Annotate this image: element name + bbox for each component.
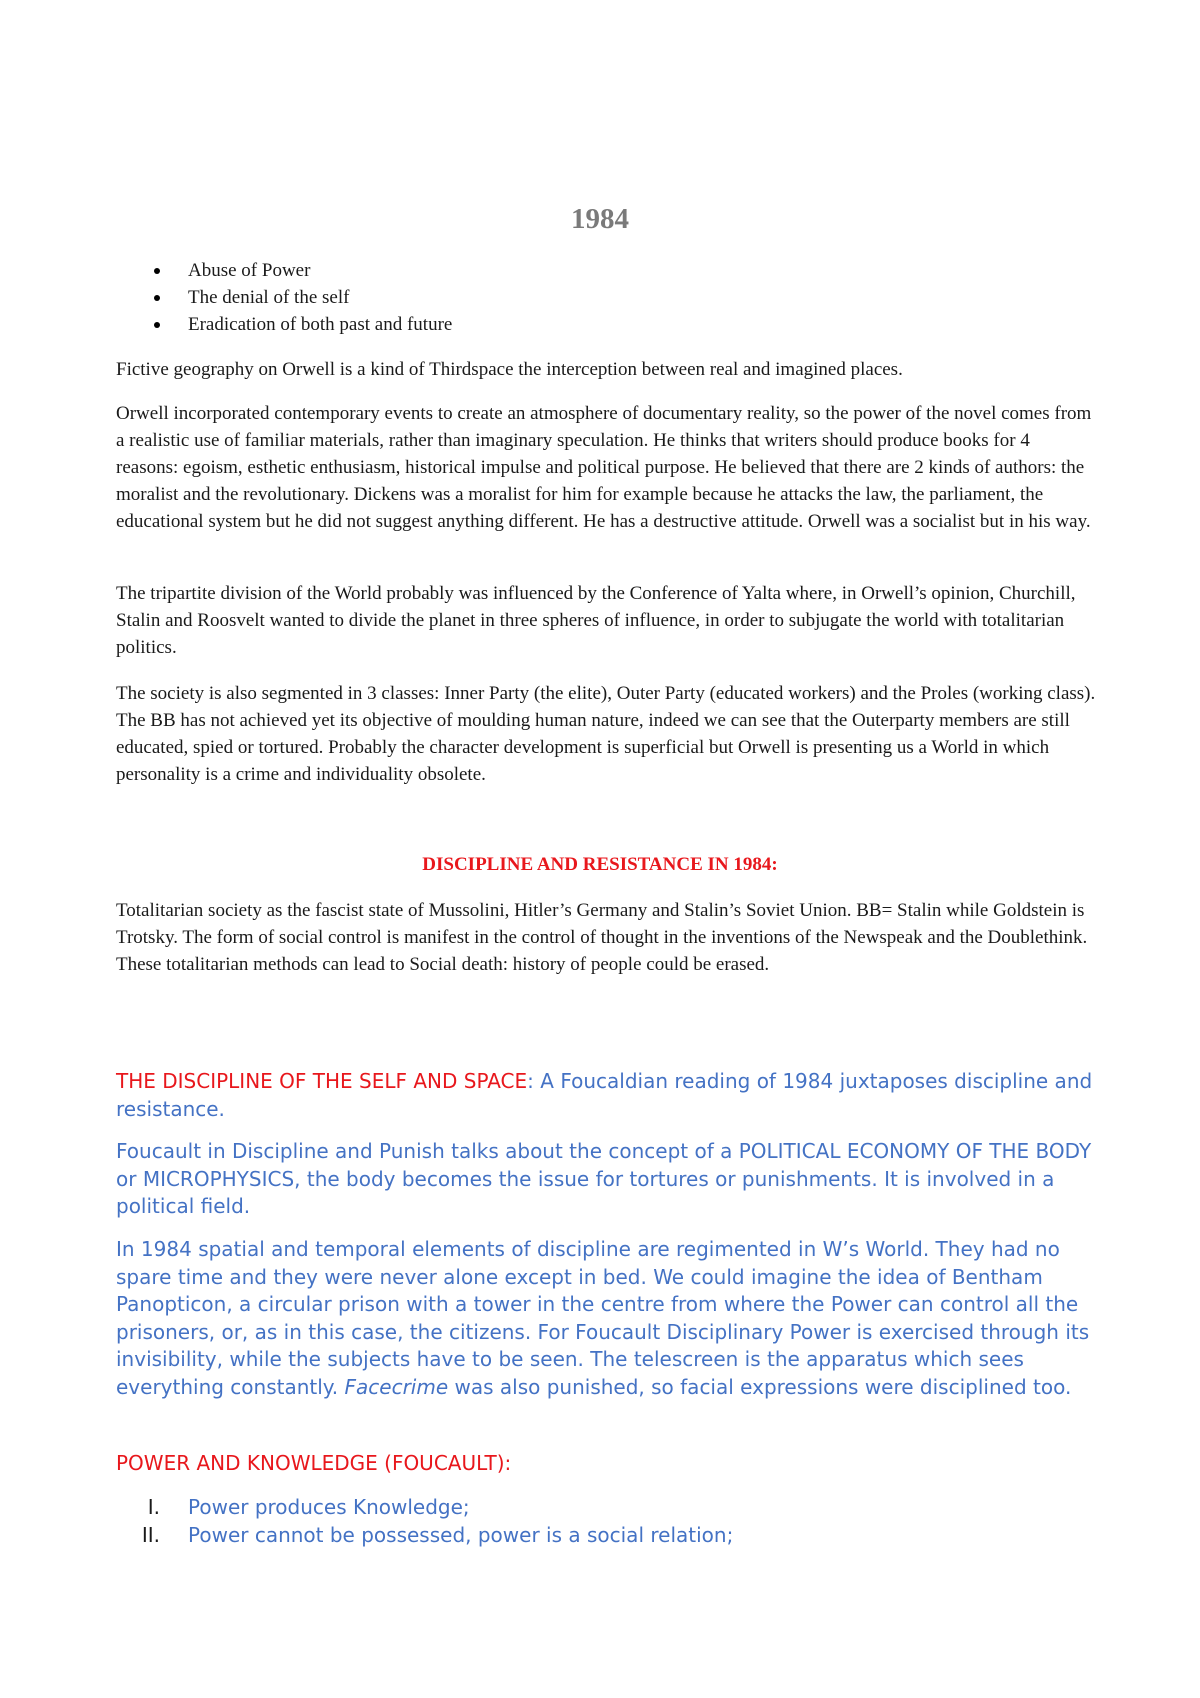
- bullet-icon: [154, 268, 160, 274]
- discipline-heading: THE DISCIPLINE OF THE SELF AND SPACE: [116, 1069, 528, 1093]
- paragraph-tripartite-division: The tripartite division of the World probably was influenced by the Conference of Yalta where, in Orwell’s opinion, Churchill, Stalin and Roosvelt wanted to divide the planet in three spheres of influence, in order to subjugate the world with totalitarian politics.: [116, 583, 1076, 658]
- paragraph-fictive-geography: Fictive geography on Orwell is a kind of Thirdspace the interception between real and imagined places.: [116, 359, 903, 380]
- discipline-intro: A Foucaldian reading of 1984 juxtaposes discipline and resistance.: [116, 1069, 1093, 1121]
- power-knowledge-heading: POWER AND KNOWLEDGE (FOUCAULT):: [116, 1451, 512, 1475]
- paragraph-discipline-self-space: [116, 1068, 1096, 1123]
- list-item: I. Power produces Knowledge;: [116, 1494, 733, 1522]
- theme-bullet-list: [116, 257, 452, 338]
- list-item: The denial of the self: [116, 284, 452, 311]
- paragraph-orwell-events: Orwell incorporated contemporary events to create an atmosphere of documentary reality, so the power of the novel comes from a realistic use of familiar materials, rather than imaginary speculation. He thinks that writers should produce books for 4 reasons: egoism, esthetic enthusiasm, historical impulse and political purpose. He believed that there are 2 kinds of authors: the moralist and the revolutionary. Dickens was a moralist for him for example because he attacks the law, the parliament, the educational system but he did not suggest anything different. He has a destructive attitude. Orwell was a socialist but in his way.: [116, 403, 1092, 532]
- document-title: 1984: [571, 203, 629, 235]
- list-number: I.: [147, 1495, 160, 1519]
- list-item: Eradication of both past and future: [116, 311, 452, 338]
- facecrime-term: Facecrime: [344, 1374, 449, 1399]
- paragraph-foucault-microphysics: Foucault in Discipline and Punish talks about the concept of a POLITICAL ECONOMY OF THE BODY or MICROPHYSICS, the body becomes the issue for tortures or punishments. It is involved in a political field.: [116, 1139, 1092, 1218]
- list-number: II.: [141, 1523, 160, 1547]
- paragraph-totalitarian-society: Totalitarian society as the fascist state of Mussolini, Hitler’s Germany and Stalin’s Soviet Union. BB= Stalin while Goldstein is Trotsky. The form of social control is manifest in the control of thought in the inventions of the Newspeak and the Doublethink. These totalitarian methods can lead to Social death: history of people could be erased.: [116, 900, 1088, 975]
- bullet-icon: [154, 322, 160, 328]
- power-knowledge-list: [116, 1494, 733, 1550]
- discipline-colon: :: [527, 1069, 534, 1093]
- paragraph-society-classes: The society is also segmented in 3 classes: Inner Party (the elite), Outer Party (educated workers) and the Proles (working class). The BB has not achieved yet its objective of moulding human nature, indeed we can see that the Outerparty members are still educated, spied or tortured. Probably the character development is superficial but Orwell is presenting us a World in which personality is a crime and individuality obsolete.: [116, 683, 1096, 785]
- section-heading-discipline-resistance: DISCIPLINE AND RESISTANCE IN 1984:: [422, 854, 778, 875]
- list-item: Abuse of Power: [116, 257, 452, 284]
- list-item: II. Power cannot be possessed, power is a social relation;: [116, 1522, 733, 1550]
- paragraph-panopticon: In 1984 spatial and temporal elements of discipline are regimented in W’s World. They had no spare time and they were never alone except in bed. We could imagine the idea of Bentham Panopticon, a circular prison with a tower in the centre from where the Power can control all the prisoners, or, as in this case, the citizens. For Foucault Disciplinary Power is exercised through its invisibility, while the subjects have to be seen. The telescreen is the apparatus which sees everything constantly. Facecrime was also punished, so facial expressions were disciplined too.: [116, 1237, 1090, 1399]
- bullet-icon: [154, 295, 160, 301]
